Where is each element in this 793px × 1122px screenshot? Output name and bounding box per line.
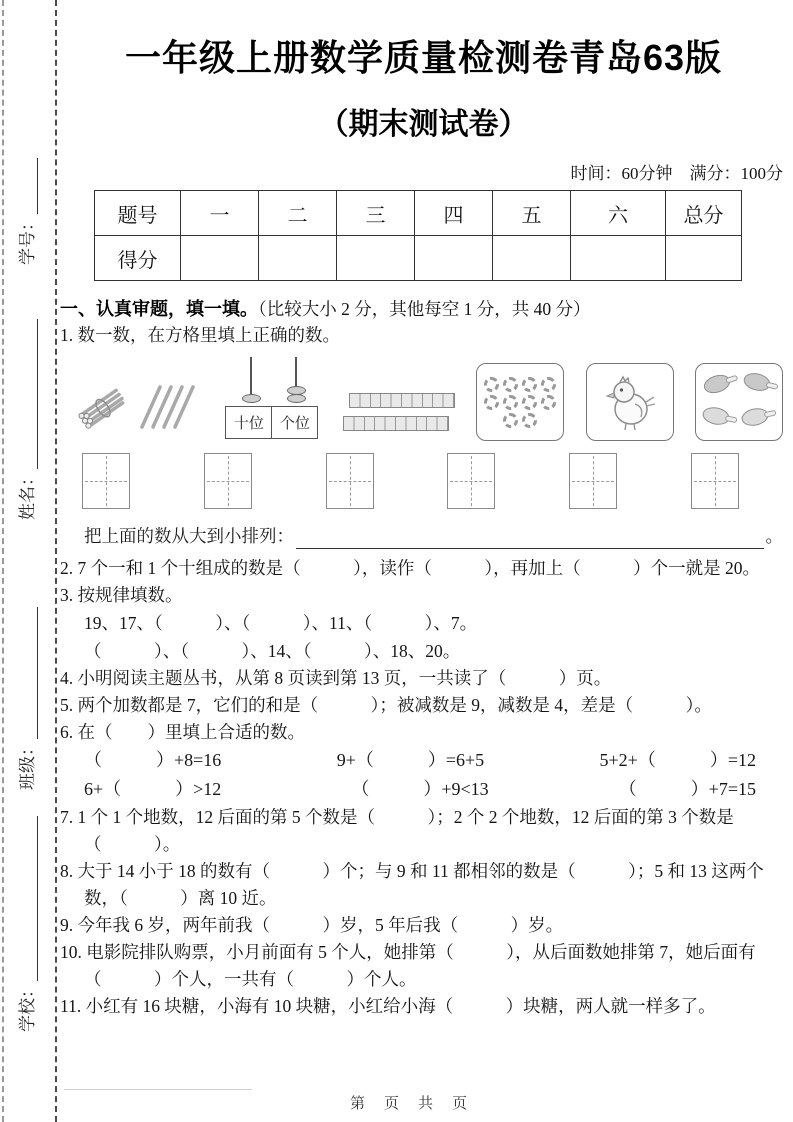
question-3-number: 3.: [60, 585, 74, 605]
tens-place-label: 十位: [225, 406, 272, 439]
math-expression: 9+（ ）=6+5: [336, 750, 485, 770]
student-name-blank[interactable]: [23, 319, 38, 469]
question-9: [60, 912, 787, 939]
place-value-abacus-picture: [225, 363, 321, 441]
score-table-score-row: [95, 236, 742, 281]
score-header-cell: 六: [571, 191, 666, 236]
page-number-label: 第 页 共 页: [350, 1096, 470, 1112]
class-label: 班级：: [18, 739, 37, 790]
question-6: [60, 719, 787, 746]
base-ten-blocks-picture: [343, 393, 455, 441]
question-8-number: 8.: [60, 861, 74, 881]
student-id-blank[interactable]: [23, 158, 38, 214]
question-3: [60, 582, 787, 609]
score-input-cell[interactable]: [337, 236, 415, 281]
question-10-number: 10.: [60, 942, 82, 962]
question-5-number: 5.: [60, 695, 74, 715]
score-input-cell[interactable]: [259, 236, 337, 281]
abacus-frame: [225, 406, 318, 439]
sort-instruction: 把上面的数从大到小排列：: [84, 526, 294, 546]
question-10: [60, 939, 787, 993]
exam-subtitle: （期末测试卷）: [318, 108, 529, 141]
school-label: 学校：: [18, 981, 37, 1032]
question-10-text: 电影院排队购票，小月前面有 5 个人，她排第（ ），从后面数她排第 7，她后面有（ ）个人，一共有（ ）个人。: [84, 942, 756, 989]
flower-row: [503, 413, 537, 428]
flower-icon: [484, 377, 499, 392]
class-field: [13, 607, 38, 790]
score-table-header-row: [95, 191, 742, 236]
writing-grid[interactable]: [569, 453, 617, 509]
math-expression: （ ）+7=15: [618, 779, 756, 799]
ten-block-rod: [343, 416, 449, 431]
score-input-cell[interactable]: [571, 236, 666, 281]
flower-icon: [484, 395, 499, 410]
exam-title: 一年级上册数学质量检测卷青岛63版: [124, 37, 723, 78]
score-table: [94, 190, 742, 281]
flower-icon: [541, 395, 556, 410]
question-6-expressions-row-2: [84, 775, 756, 804]
tens-bead: [242, 394, 261, 403]
question-8-text: 大于 14 小于 18 的数有（ ）个；与 9 和 11 都相邻的数是（ ）；5 和 13 这两个数，（ ）离 10 近。: [77, 861, 764, 908]
flower-row: [484, 377, 556, 392]
ones-place-label: 个位: [272, 406, 318, 439]
tens-rod: [250, 357, 252, 399]
flower-icon: [541, 377, 556, 392]
question-1-pictures: [72, 359, 783, 441]
score-header-cell: 二: [259, 191, 337, 236]
chick-picture: [586, 363, 674, 441]
binding-cut-line: [55, 0, 57, 1122]
question-2: [60, 555, 787, 582]
flower-icon: [503, 377, 518, 392]
question-7-text: 1 个 1 个地数，12 后面的第 5 个数是（ ）；2 个 2 个地数，12 后面的第 3 个数是（ ）。: [77, 807, 734, 854]
flower-icon: [522, 377, 537, 392]
question-5-text: 两个加数都是 7，它们的和是（ ）；被减数是 9，减数是 4，差是（ ）。: [77, 695, 712, 715]
question-11-text: 小红有 16 块糖，小海有 10 块糖，小红给小海（ ）块糖，两人就一样多了。: [85, 996, 716, 1016]
question-2-number: 2.: [60, 558, 74, 578]
writing-grid[interactable]: [82, 453, 130, 509]
student-name-label: 姓名：: [18, 469, 37, 520]
score-header-cell: 三: [337, 191, 415, 236]
score-input-cell[interactable]: [181, 236, 259, 281]
score-header-cell: 题号: [95, 191, 181, 236]
question-4-text: 小明阅读主题丛书，从第 8 页读到第 13 页，一共读了（ ）页。: [77, 668, 612, 688]
question-2-text: 7 个一和 1 个十组成的数是（ ），读作（ ），再加上（ ）个一就是 20。: [77, 558, 760, 578]
drumsticks-icon: [699, 369, 779, 435]
student-name-field: [13, 319, 38, 520]
question-9-text: 今年我 6 岁，两年前我（ ）岁，5 年后我（ ）岁。: [77, 915, 564, 935]
ten-block-rod: [349, 393, 455, 408]
ones-bead: [287, 386, 306, 395]
paper-content: [60, 0, 787, 1020]
question-4: [60, 665, 787, 692]
section-1-heading: [60, 296, 787, 322]
question-6-number: 6.: [60, 722, 74, 742]
question-1-number: 1.: [60, 325, 74, 345]
sort-line-period: 。: [765, 526, 783, 546]
question-11: [60, 993, 787, 1020]
question-6-text: 在（ ）里填上合适的数。: [77, 722, 305, 742]
time-score-info: 时间：60分钟 满分：100分: [570, 164, 783, 183]
class-blank[interactable]: [23, 607, 38, 739]
writing-grid[interactable]: [204, 453, 252, 509]
score-header-cell: 一: [181, 191, 259, 236]
question-7: [60, 804, 787, 858]
sticks-bundle-picture: [72, 369, 204, 441]
flower-row: [484, 395, 556, 410]
math-expression: （ ）+8=16: [84, 750, 222, 770]
question-1: [60, 322, 787, 349]
flower-icon: [522, 395, 537, 410]
question-11-number: 11.: [60, 996, 82, 1016]
ones-bead: [287, 394, 306, 403]
chick-icon: [598, 371, 662, 433]
flower-icon: [522, 413, 537, 428]
question-9-number: 9.: [60, 915, 74, 935]
math-expression: （ ）+9<13: [351, 779, 489, 799]
flower-icon: [503, 413, 518, 428]
question-7-number: 7.: [60, 807, 74, 827]
score-header-cell: 五: [493, 191, 571, 236]
question-1-sort-line: [84, 523, 783, 549]
question-8: [60, 858, 787, 912]
footer-rule: [64, 1089, 252, 1090]
student-id-field: [13, 158, 38, 265]
question-1-answer-grids: [82, 453, 739, 509]
drumsticks-picture: [695, 363, 783, 441]
section-1-scoring-note: （比较大小 2 分，其他每空 1 分，共 40 分）: [258, 299, 591, 319]
question-3-sequence-2: （ ）、（ ）、14、（ ）、18、20。: [84, 641, 461, 661]
score-header-cell: 总分: [666, 191, 742, 236]
section-1-title: 一、认真审题，填一填。: [60, 299, 258, 319]
score-input-cell[interactable]: [415, 236, 493, 281]
math-expression: 5+2+（ ）=12: [599, 750, 756, 770]
question-3-sequence-1: 19、17、（ ）、（ ）、11、（ ）、7。: [84, 613, 478, 633]
question-6-expressions-row-1: [84, 746, 756, 775]
question-4-number: 4.: [60, 668, 74, 688]
question-1-text: 数一数，在方格里填上正确的数。: [77, 325, 340, 345]
sort-answer-blank[interactable]: [296, 526, 764, 549]
school-field: [13, 816, 38, 1032]
student-id-label: 学号：: [18, 214, 37, 265]
writing-grid[interactable]: [326, 453, 374, 509]
writing-grid[interactable]: [691, 453, 739, 509]
school-blank[interactable]: [23, 816, 38, 981]
score-input-cell[interactable]: [666, 236, 742, 281]
score-header-cell: 四: [415, 191, 493, 236]
score-input-cell[interactable]: [493, 236, 571, 281]
question-3-text: 按规律填数。: [77, 585, 183, 605]
flower-icon: [503, 395, 518, 410]
flowers-picture: [476, 363, 564, 441]
writing-grid[interactable]: [447, 453, 495, 509]
math-expression: 6+（ ）>12: [84, 779, 222, 799]
question-5: [60, 692, 787, 719]
score-row-label: 得分: [95, 236, 181, 281]
page-edge-cut-line: [2, 0, 4, 1122]
